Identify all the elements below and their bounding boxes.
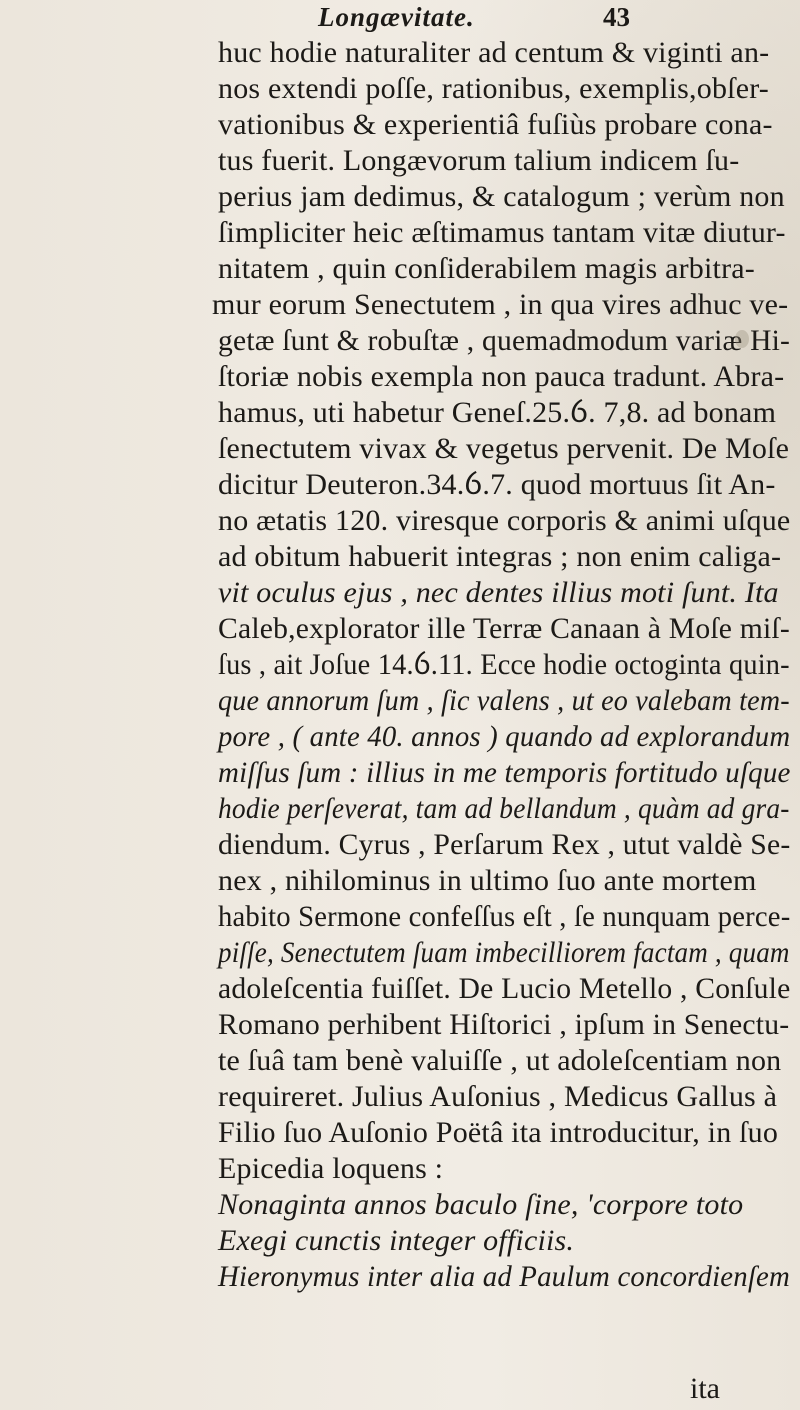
text-line: huc hodie naturaliter ad centum & viginti an-	[218, 36, 770, 69]
text-line: ad obitum habuerit integras ; non enim caliga-	[218, 540, 782, 573]
text-line: perius jam dedimus, & catalogum ; verùm non	[218, 180, 785, 213]
text-line: diendum. Cyrus , Perſarum Rex , utut valdè Se-	[218, 828, 791, 861]
text-line: vit oculus ejus , nec dentes illius moti ſunt. Ita	[218, 576, 779, 609]
text-line: requireret. Julius Auſonius , Medicus Gallus à	[218, 1080, 778, 1113]
text-line: dicitur Deuteron.34.ỽ.7. quod mortuus ſit An-	[218, 468, 776, 501]
verse-line: Nonaginta annos baculo ſine, 'corpore toto	[218, 1188, 744, 1221]
text-line: te ſuâ tam benè valuiſſe , ut adoleſcentiam non	[218, 1044, 782, 1077]
text-line: nex , nihilominus in ultimo ſuo ante mortem	[218, 864, 757, 897]
text-line: habito Sermone confeſſus eſt , ſe nunquam perce-	[218, 900, 791, 933]
page-number: 43	[603, 2, 630, 32]
text-line: hamus, uti habetur Geneſ.25.ỽ. 7,8. ad bonam	[218, 396, 777, 429]
running-title: Longævitate.	[318, 2, 475, 32]
text-line: Caleb,explorator ille Terræ Canaan à Moſe miſ-	[218, 612, 790, 645]
text-line: mur eorum Senectutem , in qua vires adhuc ve-	[212, 288, 789, 321]
ink-blot	[735, 330, 749, 348]
verse-line: Exegi cunctis integer officiis.	[218, 1224, 575, 1257]
text-line: Romano perhibent Hiſtorici , ipſum in Senectu-	[218, 1008, 790, 1041]
text-line: nos extendi poſſe, rationibus, exemplis,obſer-	[218, 72, 769, 105]
text-line: no ætatis 120. viresque corporis & animi uſque	[218, 504, 791, 537]
text-line: miſſus ſum : illius in me temporis fortitudo uſque	[218, 756, 791, 789]
text-line: Epicedia loquens :	[218, 1152, 444, 1185]
text-line: tus fuerit. Longævorum talium indicem ſu-	[218, 144, 740, 177]
text-line: piſſe, Senectutem ſuam imbecilliorem factam , quam	[218, 936, 790, 969]
text-line: adoleſcentia fuiſſet. De Lucio Metello , Conſule	[218, 972, 791, 1005]
text-line: ſenectutem vivax & vegetus pervenit. De Moſe	[218, 432, 790, 465]
text-line: vationibus & experientiâ fuſiùs probare cona-	[218, 108, 773, 141]
text-line: Hieronymus inter alia ad Paulum concordienſem	[218, 1260, 791, 1293]
text-line: ſus , ait Joſue 14.ỽ.11. Ecce hodie octoginta quin-	[218, 648, 790, 681]
text-line: nitatem , quin conſiderabilem magis arbitra-	[218, 252, 755, 285]
catchword: ita	[690, 1372, 720, 1405]
text-line: hodie perſeverat, tam ad bellandum , quàm ad gra-	[218, 792, 790, 825]
text-line: Filio ſuo Auſonio Poëtâ ita introducitur, in ſuo	[218, 1116, 779, 1149]
text-line: ſimpliciter heic æſtimamus tantam vitæ diutur-	[218, 216, 786, 249]
text-line: getæ ſunt & robuſtæ , quemadmodum variæ Hi-	[218, 324, 791, 357]
text-line: que annorum ſum , ſic valens , ut eo valebam tem-	[218, 684, 790, 717]
text-line: pore , ( ante 40. annos ) quando ad explorandum	[218, 720, 791, 753]
text-line: ſtoriæ nobis exempla non pauca tradunt. Abra-	[218, 360, 785, 393]
